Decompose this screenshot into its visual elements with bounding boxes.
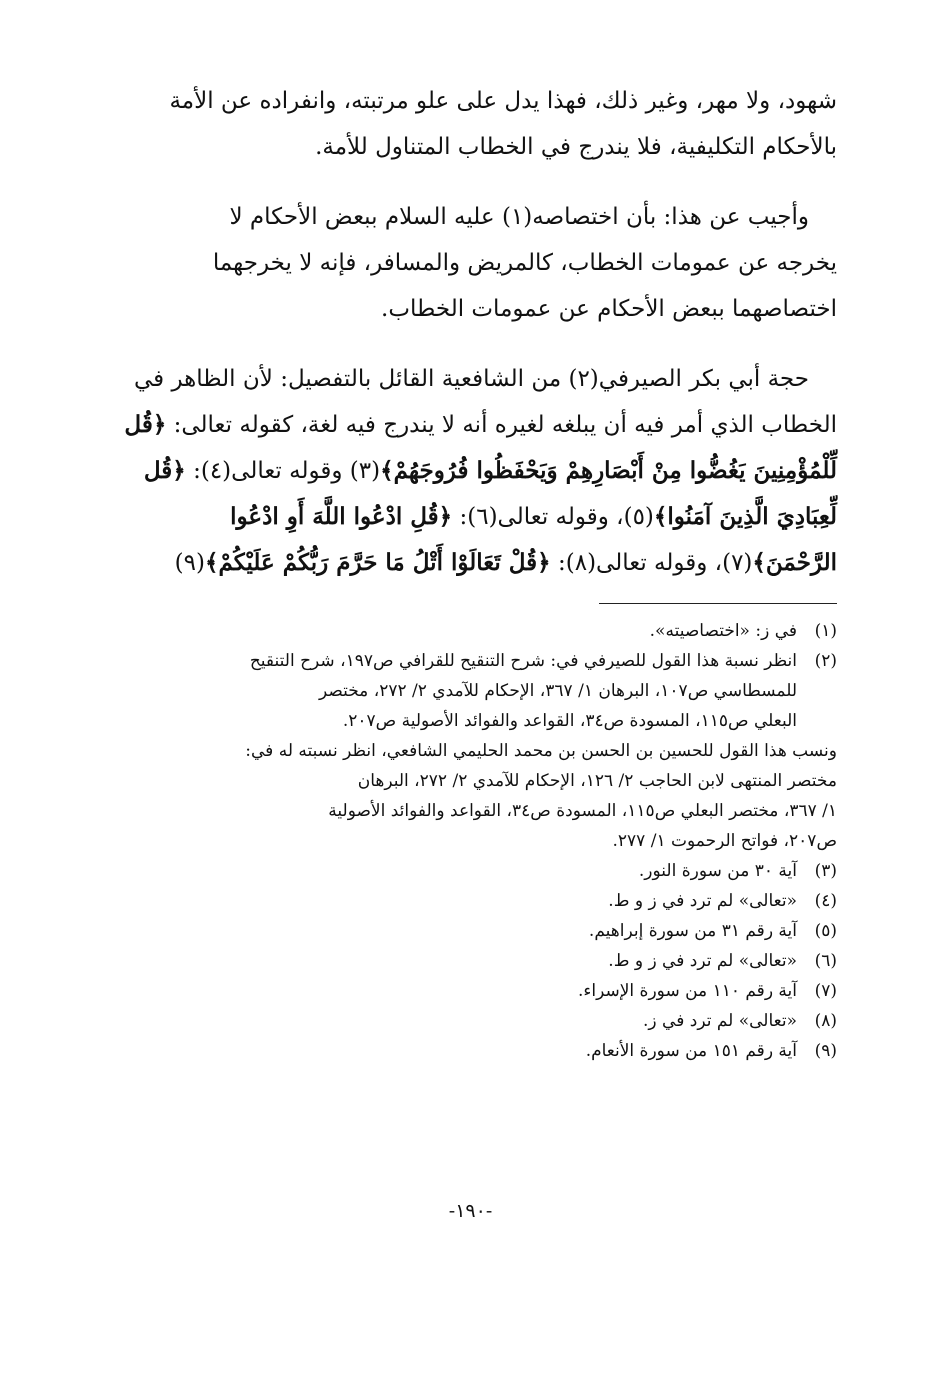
text-line: شهود، ولا مهر، وغير ذلك، فهذا يدل على علو مرتبته، وانفراده عن الأمة — [169, 88, 837, 114]
footnote-number: (١) — [814, 621, 837, 641]
quran-verse: لِّلْمُؤْمِنِينَ يَغُضُّوا مِنْ أَبْصَارِهِمْ وَيَحْفَظُوا فُرُوجَهُمْ﴾ — [380, 457, 837, 484]
text-line — [96, 402, 837, 448]
text-line: اختصاصهما ببعض الأحكام عن عمومات الخطاب. — [381, 296, 837, 322]
footnote-text: «تعالى» لم ترد في ز و ط. — [608, 891, 797, 911]
quran-verse: ﴿قُلْ تَعَالَوْا أَتْلُ مَا حَرَّمَ رَبُّكُمْ عَلَيْكُمْ﴾ — [204, 549, 551, 576]
footnote-divider — [599, 603, 837, 604]
footnote-number: (٣) — [814, 861, 837, 881]
quran-verse: لِّعِبَادِيَ الَّذِينَ آمَنُوا﴾ — [653, 503, 837, 530]
text-line: بالأحكام التكليفية، فلا يندرج في الخطاب المتناول للأمة. — [315, 134, 837, 160]
footnote-text — [96, 736, 837, 856]
footnote-text: «تعالى» لم ترد في ز. — [643, 1011, 797, 1031]
quran-verse: الرَّحْمَنَ﴾ — [752, 549, 837, 576]
footnote-8 — [96, 1006, 837, 1036]
footnote-line: انظر نسبة هذا القول للصيرفي في: شرح التنقيح للقرافي ص١٩٧، شرح التنقيح — [249, 651, 797, 671]
paragraph-2 — [96, 194, 837, 332]
footnote-number: (٨) — [814, 1011, 837, 1031]
paragraph-3 — [96, 356, 837, 586]
footnote-text: آية رقم ٣١ من سورة إبراهيم. — [588, 921, 797, 941]
footnote-2 — [96, 646, 837, 736]
text-line: وأجيب عن هذا: بأن اختصاصه(١) عليه السلام ببعض الأحكام لا — [229, 204, 809, 230]
footnote-text: آية رقم ١٥١ من سورة الأنعام. — [585, 1041, 797, 1061]
footnote-number: (٦) — [814, 951, 837, 971]
text-span: (٥)، وقوله تعالى(٦): — [452, 504, 654, 530]
footnote-text — [96, 646, 797, 736]
footnote-7 — [96, 976, 837, 1006]
footnote-3 — [96, 856, 837, 886]
text-line — [96, 540, 837, 586]
text-span: (٣) وقوله تعالى(٤): — [185, 458, 381, 484]
footnote-line: ١/ ٣٦٧، مختصر البعلي ص١١٥، المسودة ص٣٤، القواعد والفوائد الأصولية — [328, 801, 837, 821]
footnote-number: (٧) — [814, 981, 837, 1001]
footnote-line: للمسطاسي ص١٠٧، البرهان ١/ ٣٦٧، الإحكام للآمدي ٢/ ٢٧٢، مختصر — [318, 681, 797, 701]
footnote-4 — [96, 886, 837, 916]
footnote-2-continued — [96, 736, 837, 856]
quran-verse: ﴿قُل — [124, 411, 167, 438]
footnote-6 — [96, 946, 837, 976]
page-number: -١٩٠- — [448, 1200, 493, 1222]
quran-verse: ﴿قُلِ ادْعُوا اللَّهَ أَوِ ادْعُوا — [230, 503, 453, 530]
footnote-text: آية ٣٠ من سورة النور. — [638, 861, 797, 881]
footnotes — [96, 616, 837, 1066]
footnote-text: آية رقم ١١٠ من سورة الإسراء. — [577, 981, 797, 1001]
footnote-line: مختصر المنتهى لابن الحاجب ٢/ ١٢٦، الإحكام للآمدي ٢/ ٢٧٢، البرهان — [357, 771, 837, 791]
footnote-line: ونسب هذا القول للحسين بن الحسن بن محمد الحليمي الشافعي، انظر نسبته له في: — [245, 741, 837, 761]
text-line: حجة أبي بكر الصيرفي(٢) من الشافعية القائل بالتفصيل: لأن الظاهر في — [134, 366, 809, 392]
text-span: (٩) — [174, 550, 205, 576]
footnote-text: في ز: «اختصاصيته». — [649, 621, 797, 641]
text-span: (٧)، وقوله تعالى(٨): — [550, 550, 753, 576]
footnote-text: «تعالى» لم ترد في ز و ط. — [608, 951, 797, 971]
footnote-number: (٥) — [814, 921, 837, 941]
text-line — [96, 494, 837, 540]
footnote-9 — [96, 1036, 837, 1066]
footnote-number: (٤) — [814, 891, 837, 911]
footnote-number: (٩) — [814, 1041, 837, 1061]
footnote-number: (٢) — [814, 651, 837, 671]
footnote-5 — [96, 916, 837, 946]
text-span: الخطاب الذي أمر فيه أن يبلغه لغيره أنه لا يندرج فيه لغة، كقوله تعالى: — [166, 412, 837, 438]
footnote-1 — [96, 616, 837, 646]
footnote-line: البعلي ص١١٥، المسودة ص٣٤، القواعد والفوائد الأصولية ص٢٠٧. — [342, 711, 797, 731]
quran-verse: ﴿قُل — [143, 457, 186, 484]
footnote-line: ص٢٠٧، فواتح الرحموت ١/ ٢٧٧. — [612, 831, 837, 851]
main-text — [96, 78, 837, 610]
paragraph-1 — [96, 78, 837, 170]
text-line — [96, 448, 837, 494]
text-line: يخرجه عن عمومات الخطاب، كالمريض والمسافر، فإنه لا يخرجهما — [212, 250, 837, 276]
